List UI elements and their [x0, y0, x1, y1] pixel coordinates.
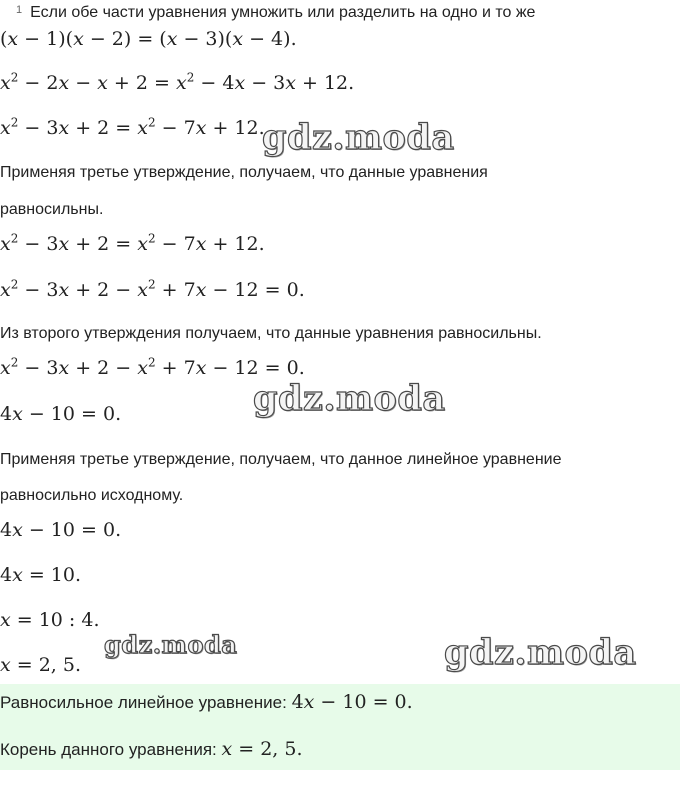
- answer-equation-label: Равносильное линейное уравнение:: [0, 693, 287, 712]
- cut-off-footnote-line: [0, 0, 680, 24]
- answer-equation-math: 4x − 10 = 0.: [291, 691, 413, 713]
- equation-moved-terms: $x^2 - 3x + 2 - x^2 + 7x - 12 = 0$.: [0, 277, 305, 301]
- equation-moved-terms-repeat: $x^2 - 3x + 2 - x^2 + 7x - 12 = 0$.: [0, 355, 305, 379]
- equation-linear: 4x − 10 = 0.: [0, 403, 122, 425]
- explanation-third-statement-1a: Применяя третье утверждение, получаем, что данные уравнения: [0, 164, 488, 181]
- watermark-logo: gdz.moda: [444, 632, 637, 673]
- watermark-logo: gdz.moda: [253, 378, 446, 419]
- answer-box: [0, 684, 680, 770]
- answer-line-root: [0, 738, 303, 760]
- equation-x-division: x = 10 : 4.: [0, 609, 100, 631]
- explanation-second-statement: Из второго утверждения получаем, что данные уравнения равносильны.: [0, 325, 542, 342]
- watermark-logo: gdz.moda: [104, 630, 238, 659]
- equation-simplified: $x^2 - 3x + 2 = x^2 - 7x + 12$.: [0, 115, 265, 139]
- footnote-text: Если обе части уравнения умножить или разделить на одно и то же: [30, 4, 536, 21]
- equation-linear-repeat: 4x − 10 = 0.: [0, 519, 122, 541]
- equation-expanded: $x^2 - 2x - x + 2 = x^2 - 4x - 3x + 12$.: [0, 70, 355, 94]
- equation-4x-equals-10: 4x = 10.: [0, 564, 82, 586]
- equation-simplified-repeat: $x^2 - 3x + 2 = x^2 - 7x + 12$.: [0, 231, 265, 255]
- answer-line-equation: [0, 691, 413, 713]
- watermark-logo: gdz.moda: [262, 117, 455, 158]
- equation-x-result: x = 2, 5.: [0, 654, 82, 676]
- footnote-number: 1: [16, 4, 23, 16]
- equation-original: (x − 1)(x − 2) = (x − 3)(x − 4).: [0, 28, 297, 50]
- answer-root-label: Корень данного уравнения:: [0, 740, 217, 759]
- answer-root-math: x = 2, 5.: [221, 738, 303, 760]
- explanation-third-statement-1b: равносильны.: [0, 201, 104, 218]
- explanation-third-statement-2a: Применяя третье утверждение, получаем, что данное линейное уравнение: [0, 451, 562, 468]
- explanation-third-statement-2b: равносильно исходному.: [0, 487, 184, 504]
